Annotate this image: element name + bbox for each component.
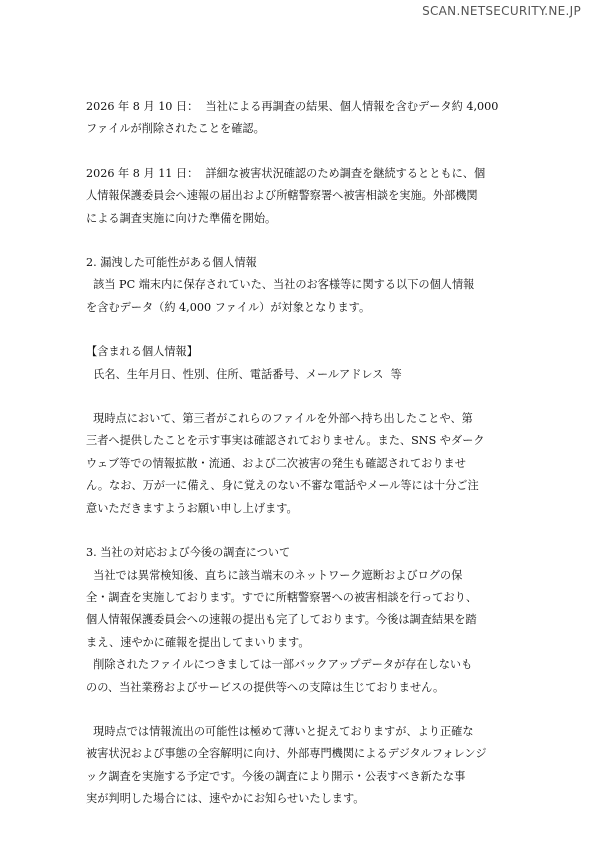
included-info-heading: 【含まれる個人情報】 xyxy=(86,345,198,359)
document-body xyxy=(86,96,516,811)
section2-heading: 2. 漏洩した可能性がある個人情報 xyxy=(86,256,257,270)
included-info-items: 氏名、生年月日、性別、住所、電話番号、メールアドレス 等 xyxy=(86,367,402,381)
section3-body-response: 当社では異常検知後、直ちに該当端末のネットワーク遮断およびログの保 全・調査を実施しております。すでに所轄警察署への被害相談を行っており、 個人情報保護委員会への速報の提出も完了しております。今後は調査結果を踏 まえ、速やかに確報を提出してまいります。 xyxy=(86,568,478,649)
timeline-entry-aug11: 2026 年 8 月 11 日： 詳細な被害状況確認のため調査を継続するとともに、個 人情報保護委員会へ速報の届出および所轄警察署へ被害相談を実施。外部機関 による調査実施に向けた準備を開始。 xyxy=(86,166,486,225)
section3-body-deleted-files: 削除されたファイルにつきましては一部バックアップデータが存在しないも のの、当社業務およびサービスの提供等への支障は生じておりません。 xyxy=(86,658,473,694)
section3-heading: 3. 当社の対応および今後の調査について xyxy=(86,546,291,560)
timeline-entry-aug10: 2026 年 8 月 10 日： 当社による再調査の結果、個人情報を含むデータ約 4,000 ファイルが削除されたことを確認。 xyxy=(86,100,499,136)
section2-body: 該当 PC 端末内に保存されていた、当社のお客様等に関する以下の個人情報 を含むデータ（約 4,000 ファイル）が対象となります。 xyxy=(86,278,475,314)
watermark: SCAN.NETSECURITY.NE.JP xyxy=(422,4,581,18)
leak-status-notice: 現時点において、第三者がこれらのファイルを外部へ持ち出したことや、第 三者へ提供したことを示す事実は確認されておりません。また、SNS やダーク ウェブ等での情報拡散・流通、および二次被害の発生も確認されておりませ ん。なお、万が一に備え、身に覚えのない不審な電話やメール等には十分ご注 意いただきますようお願い申し上げます。 xyxy=(86,412,485,515)
section3-body-forensics: 現時点では情報流出の可能性は極めて薄いと捉えておりますが、より正確な 被害状況および事態の全容解明に向け、外部専門機関によるデジタルフォレンジ ック調査を実施する予定です。今後の調査により開示・公表すべき新たな事 実が判明した場合には、速やかにお知らせいたします。 xyxy=(86,724,487,806)
